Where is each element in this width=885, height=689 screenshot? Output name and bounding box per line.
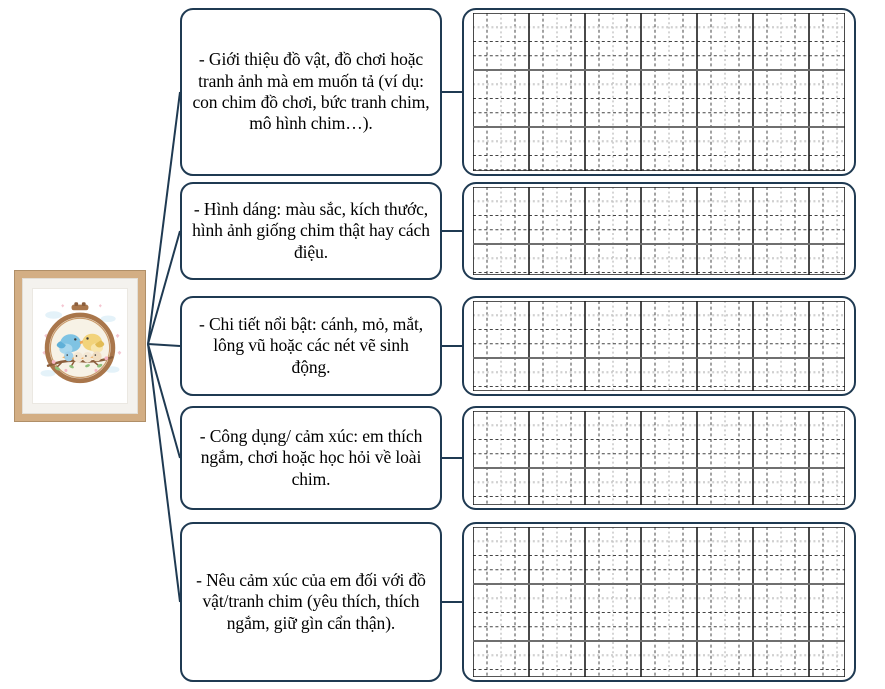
idea-box-final-emotion[interactable] <box>180 522 442 682</box>
idea-box-2-text: - Hình dáng: màu sắc, kích thước, hình ảnh giống chim thật hay cách điệu. <box>192 198 430 262</box>
grid-surface-4[interactable] <box>473 411 845 505</box>
idea-box-4-text: - Công dụng/ cảm xúc: em thích ngắm, chơi hoặc học hỏi về loài chim. <box>199 425 423 489</box>
idea-box-3-text: - Chi tiết nổi bật: cánh, mỏ, mắt, lông vũ hoặc các nét vẽ sinh động. <box>198 313 424 377</box>
grid-surface-3[interactable] <box>473 301 845 391</box>
writing-grid-panel-1[interactable] <box>462 8 856 176</box>
writing-grid-panel-2[interactable] <box>462 182 856 280</box>
idea-box-1-text: - Giới thiệu đồ vật, đồ chơi hoặc tranh ảnh mà em muốn tả (ví dụ: con chim đồ chơi, bức tranh chim, mô hình chim…). <box>192 49 430 134</box>
connector-picture-to-box-3 <box>148 344 180 346</box>
grid-surface-5[interactable] <box>473 527 845 677</box>
connector-picture-to-box-1 <box>148 92 180 344</box>
picture-frame[interactable] <box>14 270 146 422</box>
idea-box-5-text: - Nêu cảm xúc của em đối với đồ vật/tranh chim (yêu thích, thích ngắm, giữ gìn cẩn thận). <box>196 569 426 633</box>
writing-grid-panel-3[interactable] <box>462 296 856 396</box>
writing-grid-panel-4[interactable] <box>462 406 856 510</box>
frame-bevel <box>22 278 138 414</box>
connector-picture-to-box-4 <box>148 344 180 458</box>
connector-picture-to-box-5 <box>148 344 180 602</box>
idea-box-use-feeling[interactable] <box>180 406 442 510</box>
connector-picture-to-box-2 <box>148 231 180 344</box>
embroidery-hoop-illustration <box>33 289 127 403</box>
idea-box-introduce-object[interactable] <box>180 8 442 176</box>
grid-surface-1[interactable] <box>473 13 845 171</box>
idea-box-shape-appearance[interactable] <box>180 182 442 280</box>
mat-board <box>32 288 128 404</box>
idea-box-notable-details[interactable] <box>180 296 442 396</box>
grid-surface-2[interactable] <box>473 187 845 275</box>
writing-grid-panel-5[interactable] <box>462 522 856 682</box>
